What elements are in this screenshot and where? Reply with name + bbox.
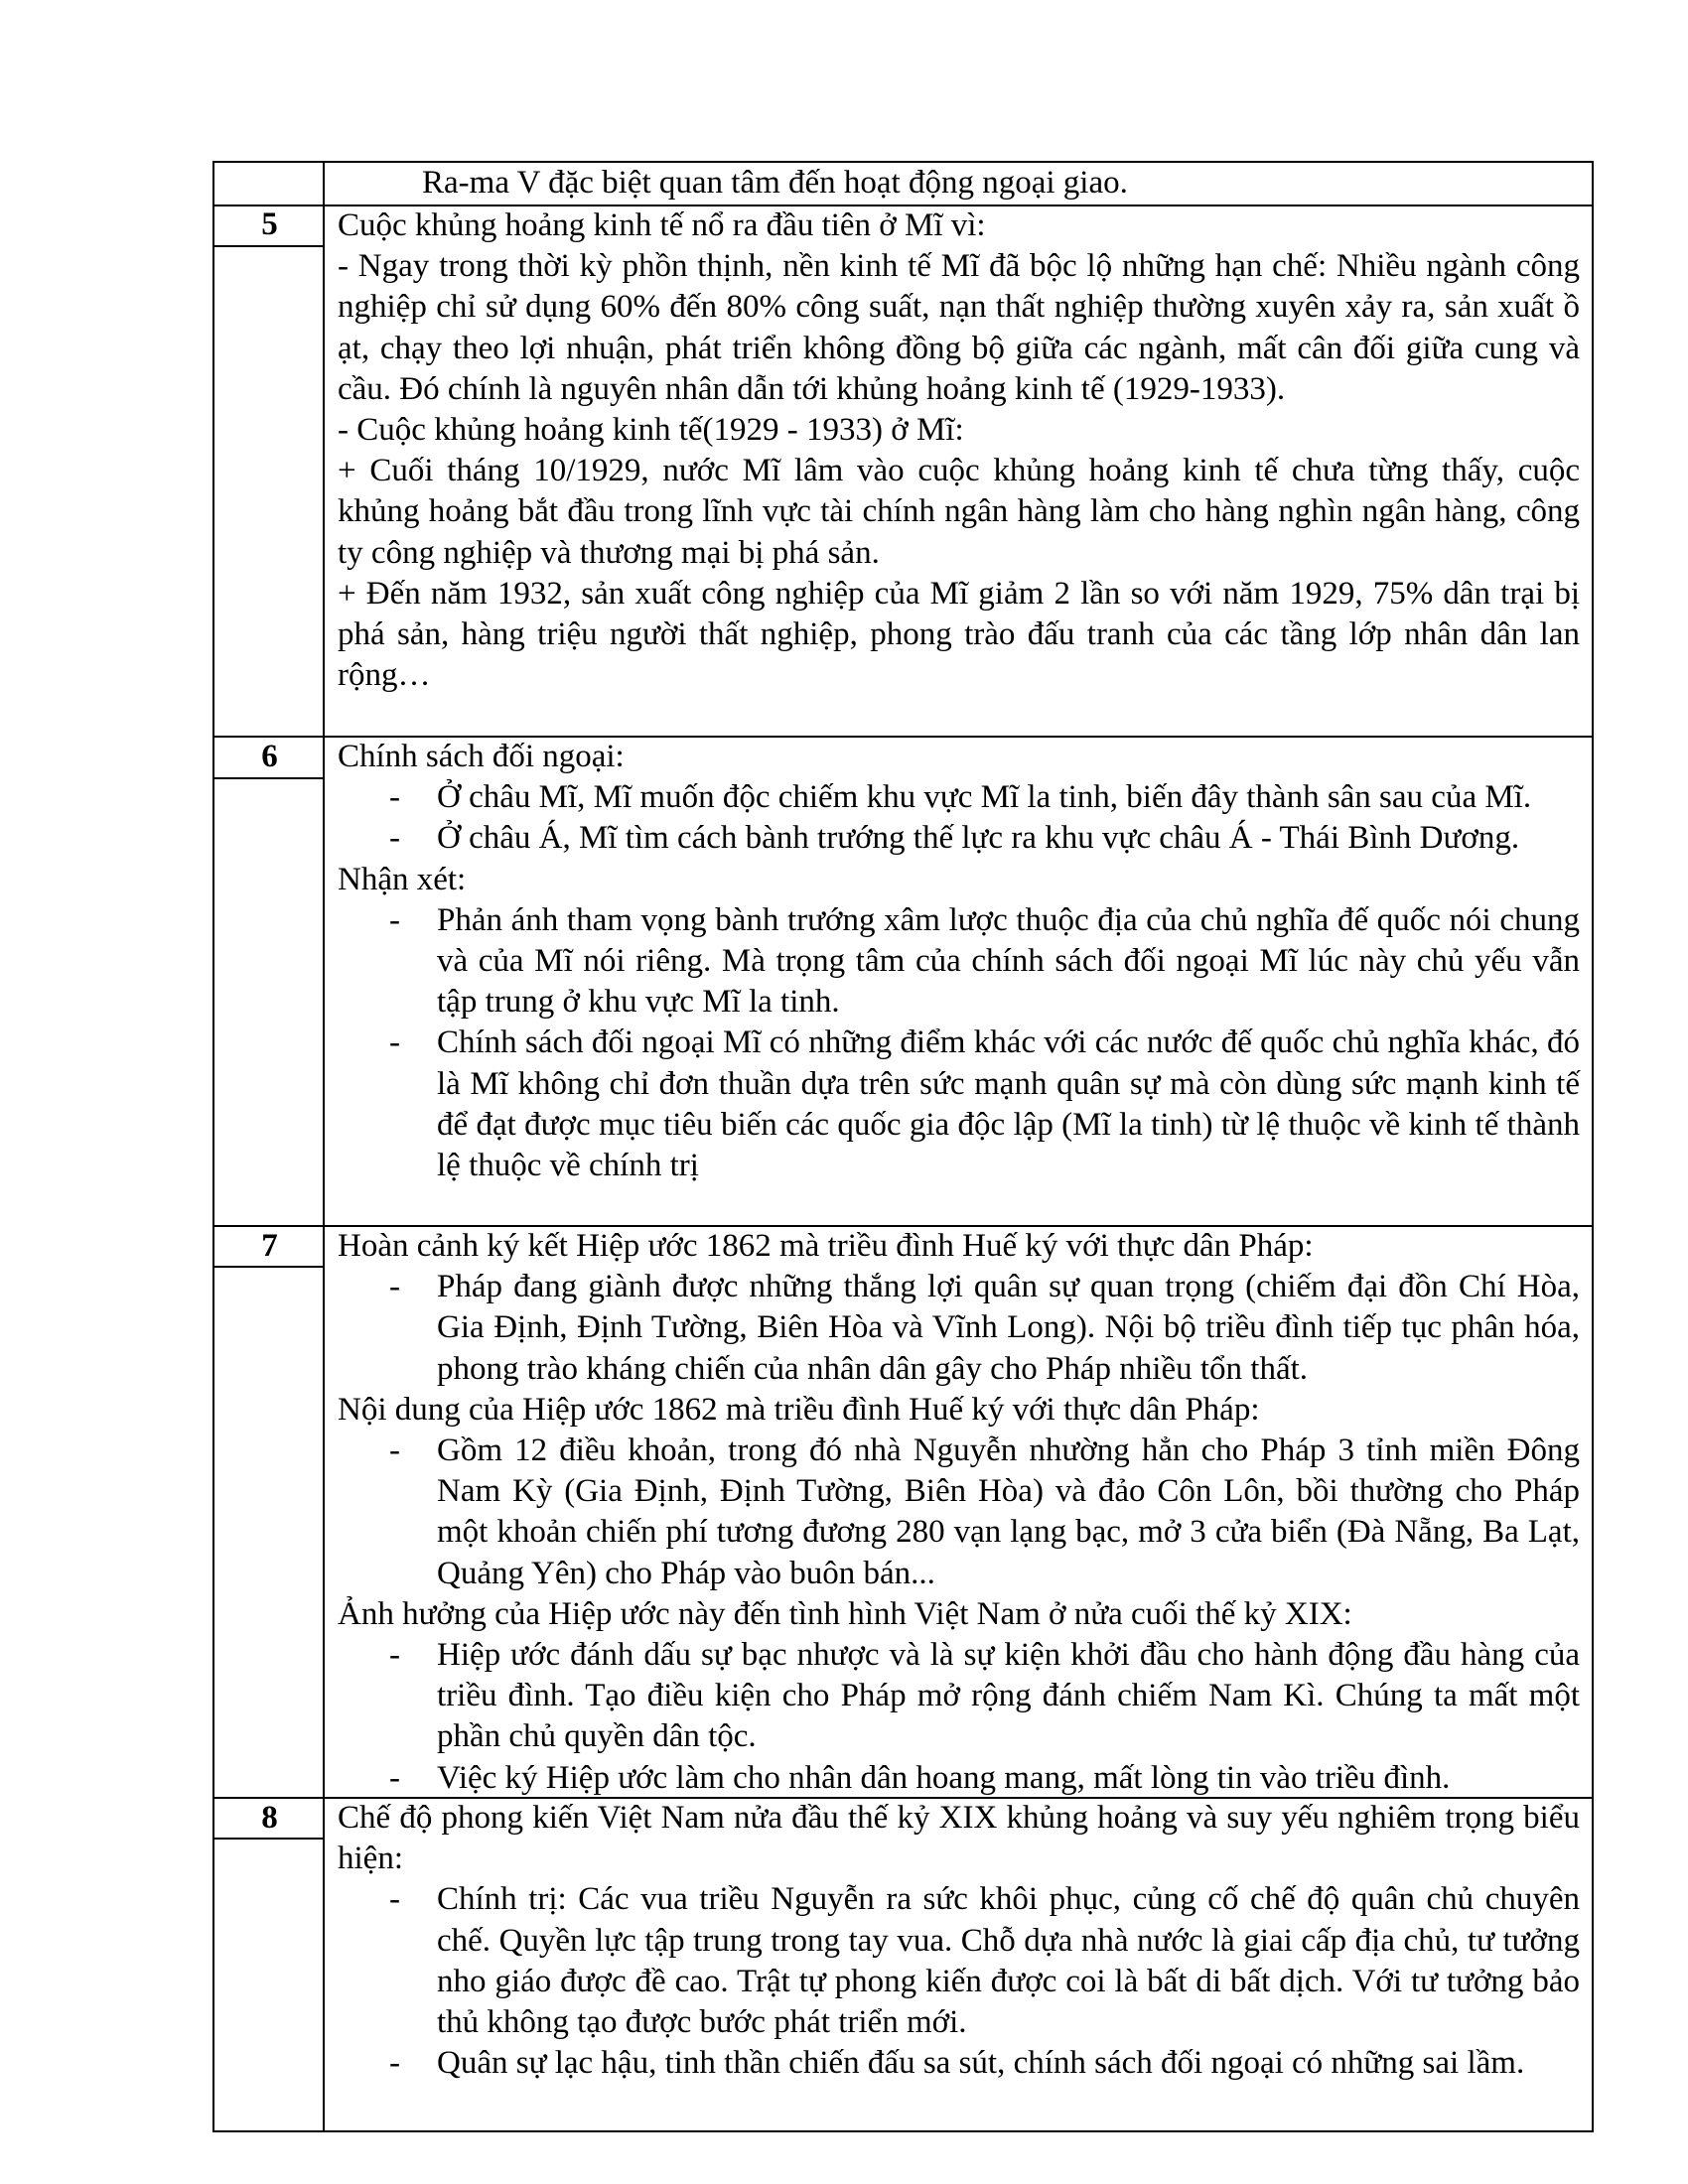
dash-bullet: - — [389, 2045, 400, 2082]
list-item: - Phản ánh tham vọng bành trướng xâm lược thuộc địa của chủ nghĩa đế quốc nói chung và của Mĩ nói riêng. Mà trọng tâm của chính sách đối ngoại Mĩ lúc này chủ yếu vẫn tập trung ở khu vực Mĩ la tinh. — [389, 901, 1580, 1021]
section-heading: Nhận xét: — [338, 861, 467, 897]
row-content-5 — [338, 205, 1580, 696]
number-cell-divider — [214, 1838, 325, 1840]
row-number: 8 — [261, 1800, 278, 1836]
row-number: 5 — [261, 206, 278, 242]
list-item: - Hiệp ước đánh dấu sự bạc nhược và là sự kiện khởi đầu cho hành động đầu hàng của triều đình. Tạo điều kiện cho Pháp mở rộng đánh chiếm Nam Kì. Chúng ta mất một phần chủ quyền dân tộc. — [389, 1637, 1580, 1755]
row-content-6 — [338, 737, 1580, 1186]
dash-bullet: - — [389, 1759, 400, 1796]
dash-bullet: - — [389, 1433, 400, 1469]
dash-bullet: - — [389, 901, 400, 938]
section-heading: Nội dung của Hiệp ước 1862 mà triều đình Huế ký với thực dân Pháp: — [338, 1391, 1260, 1428]
row-number: 7 — [261, 1228, 278, 1264]
bullet-list — [338, 1267, 1580, 1390]
section-heading: Ảnh hưởng của Hiệp ước này đến tình hình Việt Nam ở nửa cuối thế kỷ XIX: — [338, 1595, 1352, 1632]
section-heading: Chính sách đối ngoại: — [338, 739, 625, 774]
list-item: - Ở châu Á, Mĩ tìm cách bành trướng thế lực ra khu vực châu Á - Thái Bình Dương. — [338, 818, 1580, 859]
list-item: - Chính trị: Các vua triều Nguyễn ra sức khôi phục, củng cố chế độ quân chủ chuyên chế. Quyền lực tập trung trong tay vua. Chỗ dựa nhà nước là giai cấp địa chủ, tư tưởng nho giáo được đề cao. Trật tự phong kiến được coi là bất di bất dịch. Với tư tưởng bảo thủ không tạo được bước phát triển mới. — [389, 1881, 1580, 2041]
list-item: - Pháp đang giành được những thắng lợi quân sự quan trọng (chiếm đại đồn Chí Hòa, Gia Định, Định Tường, Biên Hòa và Vĩnh Long). Nội bộ triều đình tiếp tục phân hóa, phong trào kháng chiến của nhân dân gây cho Pháp nhiều tổn thất. — [389, 1269, 1580, 1387]
bullet-list — [338, 1879, 1580, 2084]
list-item: - Quân sự lạc hậu, tinh thần chiến đấu sa sút, chính sách đối ngoại có những sai lầm. — [338, 2043, 1580, 2084]
row-number: 6 — [261, 739, 278, 774]
paragraph: - Cuộc khủng hoảng kinh tế(1929 - 1933) ở Mĩ: — [338, 412, 964, 449]
list-item: - Gồm 12 điều khoản, trong đó nhà Nguyễn nhường hẳn cho Pháp 3 tỉnh miền Đông Nam Kỳ (Gia Định, Định Tường, Biên Hòa) và đảo Côn Lôn, bồi thường cho Pháp một khoản chiến phí tương đương 280 vạn lạng bạc, mở 3 cửa biển (Đà Nẵng, Ba Lạt, Quảng Yên) cho Pháp vào buôn bán... — [389, 1433, 1580, 1591]
paragraph: + Cuối tháng 10/1929, nước Mĩ lâm vào cuộc khủng hoảng kinh tế chưa từng thấy, cuộc khủng hoảng bắt đầu trong lĩnh vực tài chính ngân hàng làm cho hàng nghìn ngân hàng, công ty công nghiệp và thương mại bị phá sản. — [338, 453, 1580, 571]
bullet-list — [338, 777, 1580, 859]
list-item: - Việc ký Hiệp ước làm cho nhân dân hoang mang, mất lòng tin vào triều đình. — [338, 1758, 1580, 1799]
list-item: - Chính sách đối ngoại Mĩ có những điểm khác với các nước đế quốc chủ nghĩa khác, đó là Mĩ không chỉ đơn thuần dựa trên sức mạnh quân sự mà còn dùng sức mạnh kinh tế để đạt được mục tiêu biến các quốc gia độc lập (Mĩ la tinh) từ lệ thuộc về kinh tế thành lệ thuộc về chính trị — [389, 1024, 1580, 1184]
dash-bullet: - — [389, 820, 400, 857]
section-heading: Hoàn cảnh ký kết Hiệp ước 1862 mà triều đình Huế ký với thực dân Pháp: — [338, 1228, 1314, 1264]
row-content-7 — [338, 1226, 1580, 1799]
paragraph: - Ngay trong thời kỳ phồn thịnh, nền kinh tế Mĩ đã bộc lộ những hạn chế: Nhiều ngành công nghiệp chỉ sử dụng 60% đến 80% công suất, nạn thất nghiệp thường xuyên xảy ra, sản xuất ồ ạt, chạy theo lợi nhuận, phát triển không đồng bộ giữa các ngành, mất cân đối giữa cung và cầu. Đó chính là nguyên nhân dẫn tới khủng hoảng kinh tế (1929-1933). — [338, 248, 1580, 407]
dash-bullet: - — [389, 1881, 400, 1918]
section-heading: Chế độ phong kiến Việt Nam nửa đầu thế kỷ XIX khủng hoảng và suy yếu nghiêm trọng biểu hiện: — [338, 1800, 1580, 1877]
number-cell-divider — [214, 245, 325, 247]
number-cell-divider — [214, 777, 325, 779]
list-item: - Ở châu Mĩ, Mĩ muốn độc chiếm khu vực Mĩ la tinh, biến đây thành sân sau của Mĩ. — [338, 777, 1580, 818]
dash-bullet: - — [389, 1024, 400, 1061]
bullet-list — [338, 1431, 1580, 1594]
paragraph: Ra-ma V đặc biệt quan tâm đến hoạt động ngoại giao. — [422, 165, 1128, 201]
bullet-list — [338, 900, 1580, 1186]
row-content-8 — [338, 1798, 1580, 2084]
dash-bullet: - — [389, 1637, 400, 1674]
row-content-continued — [338, 163, 1580, 204]
bullet-list — [338, 1635, 1580, 1799]
dash-bullet: - — [389, 1269, 400, 1305]
answer-table — [212, 161, 1594, 2132]
number-cell-divider — [214, 1266, 325, 1268]
paragraph: Cuộc khủng hoảng kinh tế nổ ra đầu tiên ở Mĩ vì: — [338, 207, 986, 243]
paragraph: + Đến năm 1932, sản xuất công nghiệp của Mĩ giảm 2 lần so với năm 1929, 75% dân trại bị phá sản, hàng triệu người thất nghiệp, phong trào đấu tranh của các tầng lớp nhân dân lan rộng… — [338, 575, 1580, 694]
dash-bullet: - — [389, 779, 400, 816]
